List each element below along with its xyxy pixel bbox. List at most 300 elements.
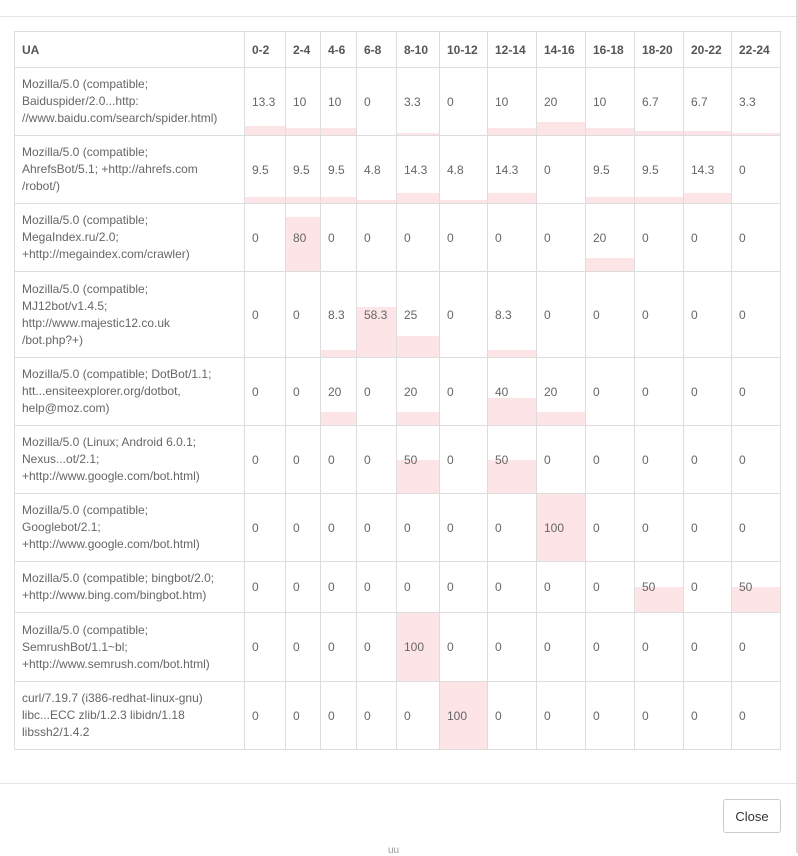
percentage-value: 6.7 — [691, 94, 708, 109]
table-row — [15, 272, 781, 358]
percentage-cell — [586, 272, 635, 358]
percentage-value: 0 — [642, 307, 649, 322]
percentage-value: 0 — [691, 230, 698, 245]
percentage-value: 0 — [593, 452, 600, 467]
percentage-value: 3.3 — [739, 94, 756, 109]
percentage-cell — [586, 136, 635, 204]
percentage-value: 13.3 — [252, 94, 276, 109]
percentage-value: 25 — [404, 307, 418, 322]
percentage-value: 0 — [495, 640, 502, 654]
user-agent-cell — [15, 136, 245, 204]
percentage-value: 0 — [293, 307, 300, 322]
user-agent-line: Nexus...ot/2.1; — [22, 452, 100, 466]
table-row — [15, 136, 781, 204]
percentage-cell — [488, 682, 537, 750]
percentage-cell — [732, 613, 781, 682]
percentage-cell — [684, 426, 732, 494]
percentage-value: 0 — [593, 307, 600, 322]
percentage-cell — [321, 358, 357, 426]
user-agent-line: +http://www.google.com/bot.html) — [22, 469, 200, 483]
column-header-hour-range: 8-10 — [397, 32, 440, 68]
percentage-value: 0 — [364, 708, 371, 723]
percentage-cell — [537, 136, 586, 204]
percentage-cell — [357, 358, 397, 426]
user-agent-line: Mozilla/5.0 (compatible; DotBot/1.1; — [22, 367, 212, 381]
percentage-cell — [357, 682, 397, 750]
percentage-value: 0 — [691, 640, 698, 654]
table-row — [15, 682, 781, 750]
percentage-value: 50 — [495, 452, 509, 467]
percentage-cell — [321, 272, 357, 358]
percentage-bar — [321, 197, 356, 203]
percentage-cell — [286, 272, 321, 358]
percentage-cell — [488, 613, 537, 682]
percentage-cell — [684, 204, 732, 272]
percentage-cell — [397, 272, 440, 358]
percentage-cell — [245, 562, 286, 613]
percentage-cell — [488, 136, 537, 204]
percentage-value: 0 — [328, 452, 335, 467]
column-header-hour-range: 6-8 — [357, 32, 397, 68]
percentage-bar — [488, 350, 536, 357]
percentage-bar — [245, 197, 285, 203]
percentage-cell — [321, 613, 357, 682]
percentage-cell — [635, 426, 684, 494]
user-agent-cell — [15, 682, 245, 750]
column-header-hour-range: 4-6 — [321, 32, 357, 68]
percentage-value: 0 — [364, 640, 371, 654]
percentage-cell — [684, 682, 732, 750]
percentage-value: 0 — [404, 230, 411, 245]
user-agent-line: Mozilla/5.0 (compatible; — [22, 77, 149, 91]
column-header-hour-range: 16-18 — [586, 32, 635, 68]
percentage-cell — [321, 426, 357, 494]
percentage-bar — [586, 258, 634, 271]
percentage-bar — [286, 128, 320, 135]
percentage-value: 0 — [447, 307, 454, 322]
percentage-value: 4.8 — [364, 162, 381, 177]
percentage-cell — [684, 272, 732, 358]
percentage-value: 20 — [544, 94, 558, 109]
percentage-value: 50 — [739, 580, 753, 594]
user-agent-line: Googlebot/2.1; — [22, 520, 101, 534]
percentage-value: 100 — [404, 640, 425, 654]
percentage-cell — [286, 613, 321, 682]
percentage-value: 0 — [739, 230, 746, 245]
percentage-cell — [357, 204, 397, 272]
percentage-value: 0 — [739, 520, 746, 535]
percentage-bar — [586, 197, 634, 203]
percentage-value: 0 — [642, 640, 649, 654]
percentage-cell — [357, 426, 397, 494]
percentage-cell — [732, 272, 781, 358]
table-row — [15, 68, 781, 136]
user-agent-line: +http://megaindex.com/crawler) — [22, 247, 190, 261]
percentage-bar — [537, 122, 585, 135]
percentage-value: 0 — [404, 580, 411, 594]
user-agent-cell — [15, 494, 245, 562]
percentage-cell — [321, 136, 357, 204]
user-agent-line: htt...ensiteexplorer.org/dotbot, — [22, 384, 181, 398]
user-agent-line: AhrefsBot/5.1; +http://ahrefs.com — [22, 162, 198, 176]
table-row — [15, 562, 781, 613]
percentage-value: 0 — [495, 708, 502, 723]
percentage-cell — [357, 562, 397, 613]
percentage-value: 0 — [642, 384, 649, 399]
percentage-value: 50 — [404, 452, 418, 467]
percentage-value: 0 — [252, 230, 259, 245]
table-row — [15, 613, 781, 682]
percentage-value: 0 — [593, 580, 600, 594]
percentage-cell — [586, 426, 635, 494]
user-agent-line: libc...ECC zlib/1.2.3 libidn/1.18 — [22, 708, 185, 722]
percentage-cell — [397, 68, 440, 136]
user-agent-line: Mozilla/5.0 (compatible; bingbot/2.0; — [22, 571, 215, 585]
percentage-cell — [286, 358, 321, 426]
user-agent-line: curl/7.19.7 (i386-redhat-linux-gnu) — [22, 691, 203, 705]
percentage-bar — [684, 193, 731, 203]
percentage-value: 0 — [447, 580, 454, 594]
percentage-bar — [635, 131, 683, 135]
percentage-cell — [245, 68, 286, 136]
percentage-cell — [245, 204, 286, 272]
percentage-value: 0 — [739, 162, 746, 177]
percentage-value: 9.5 — [328, 162, 345, 177]
percentage-cell — [732, 136, 781, 204]
percentage-value: 0 — [691, 307, 698, 322]
user-agent-line: Mozilla/5.0 (compatible; — [22, 622, 149, 637]
percentage-value: 0 — [404, 708, 411, 723]
percentage-cell — [321, 494, 357, 562]
percentage-cell — [245, 272, 286, 358]
percentage-cell — [357, 68, 397, 136]
percentage-cell — [684, 68, 732, 136]
percentage-value: 0 — [252, 307, 259, 322]
user-agent-line: /bot.php?+) — [22, 332, 84, 347]
percentage-cell — [440, 68, 488, 136]
user-agent-cell — [15, 272, 245, 358]
user-agent-line: help@moz.com) — [22, 401, 110, 415]
column-header-hour-range: 20-22 — [684, 32, 732, 68]
percentage-cell — [635, 682, 684, 750]
percentage-cell — [732, 426, 781, 494]
user-agent-line: //www.baidu.com/search/spider.html) — [22, 111, 218, 125]
percentage-value: 4.8 — [447, 162, 464, 177]
percentage-value: 0 — [364, 384, 371, 399]
percentage-cell — [635, 613, 684, 682]
percentage-value: 9.5 — [593, 162, 610, 177]
percentage-cell — [397, 136, 440, 204]
percentage-value: 0 — [293, 384, 300, 399]
percentage-value: 0 — [544, 640, 551, 654]
percentage-value: 0 — [691, 708, 698, 723]
percentage-value: 14.3 — [404, 162, 428, 177]
percentage-value: 0 — [252, 640, 259, 654]
percentage-value: 0 — [691, 452, 698, 467]
percentage-cell — [732, 562, 781, 613]
percentage-cell — [397, 682, 440, 750]
percentage-cell — [732, 358, 781, 426]
percentage-bar — [488, 193, 536, 203]
table-row — [15, 204, 781, 272]
percentage-value: 0 — [447, 452, 454, 467]
percentage-cell — [537, 613, 586, 682]
percentage-cell — [732, 494, 781, 562]
percentage-value: 0 — [739, 452, 746, 467]
table-header-row — [15, 32, 781, 68]
percentage-value: 0 — [642, 708, 649, 723]
percentage-cell — [440, 682, 488, 750]
percentage-value: 9.5 — [293, 162, 310, 177]
percentage-cell — [586, 358, 635, 426]
user-agent-line: Mozilla/5.0 (compatible; — [22, 281, 149, 296]
user-agent-line: MJ12bot/v1.4.5; — [22, 298, 108, 313]
percentage-cell — [684, 562, 732, 613]
percentage-value: 0 — [739, 307, 746, 322]
percentage-cell — [286, 494, 321, 562]
percentage-cell — [488, 494, 537, 562]
percentage-cell — [440, 613, 488, 682]
percentage-cell — [245, 426, 286, 494]
percentage-cell — [635, 562, 684, 613]
percentage-cell — [397, 358, 440, 426]
background-page-text: uu — [388, 845, 400, 856]
percentage-cell — [537, 358, 586, 426]
percentage-cell — [440, 272, 488, 358]
percentage-value: 0 — [544, 162, 551, 177]
percentage-cell — [684, 136, 732, 204]
percentage-value: 0 — [447, 640, 454, 654]
percentage-value: 0 — [739, 640, 746, 654]
percentage-value: 0 — [293, 640, 300, 654]
percentage-cell — [684, 494, 732, 562]
percentage-value: 10 — [328, 94, 342, 109]
percentage-cell — [586, 562, 635, 613]
percentage-cell — [537, 494, 586, 562]
percentage-value: 8.3 — [495, 307, 512, 322]
percentage-cell — [245, 136, 286, 204]
percentage-value: 0 — [593, 708, 600, 723]
percentage-cell — [440, 426, 488, 494]
percentage-value: 0 — [544, 307, 551, 322]
percentage-value: 0 — [447, 230, 454, 245]
percentage-cell — [684, 358, 732, 426]
percentage-value: 0 — [364, 580, 371, 594]
percentage-cell — [537, 272, 586, 358]
percentage-value: 50 — [642, 580, 656, 594]
percentage-cell — [397, 426, 440, 494]
percentage-cell — [732, 204, 781, 272]
percentage-bar — [397, 193, 439, 203]
table-row — [15, 358, 781, 426]
percentage-value: 0 — [495, 230, 502, 245]
percentage-value: 0 — [495, 580, 502, 594]
percentage-bar — [488, 398, 536, 425]
percentage-value: 0 — [593, 520, 600, 535]
percentage-bar — [397, 336, 439, 357]
percentage-value: 0 — [293, 452, 300, 467]
column-header-hour-range: 0-2 — [245, 32, 286, 68]
percentage-cell — [286, 562, 321, 613]
percentage-value: 0 — [642, 520, 649, 535]
percentage-bar — [321, 350, 356, 357]
percentage-cell — [537, 204, 586, 272]
percentage-value: 20 — [328, 384, 342, 399]
percentage-cell — [635, 272, 684, 358]
percentage-cell — [440, 562, 488, 613]
percentage-value: 3.3 — [404, 94, 421, 109]
percentage-cell — [488, 272, 537, 358]
percentage-value: 0 — [691, 580, 698, 594]
user-agent-line: Mozilla/5.0 (Linux; Android 6.0.1; — [22, 435, 197, 449]
table-row — [15, 426, 781, 494]
percentage-cell — [537, 68, 586, 136]
percentage-value: 0 — [642, 452, 649, 467]
column-header-ua: UA — [15, 32, 245, 68]
percentage-cell — [732, 682, 781, 750]
percentage-cell — [537, 682, 586, 750]
percentage-value: 0 — [252, 384, 259, 399]
user-agent-line: Mozilla/5.0 (compatible; — [22, 213, 149, 227]
percentage-cell — [586, 68, 635, 136]
percentage-value: 0 — [328, 230, 335, 245]
modal-top-border — [0, 16, 798, 17]
percentage-cell — [635, 494, 684, 562]
percentage-value: 0 — [593, 640, 600, 654]
percentage-value: 0 — [364, 520, 371, 535]
percentage-cell — [635, 136, 684, 204]
percentage-value: 0 — [544, 230, 551, 245]
percentage-cell — [245, 494, 286, 562]
user-agent-line: /robot/) — [22, 179, 61, 193]
percentage-cell — [537, 426, 586, 494]
column-header-hour-range: 12-14 — [488, 32, 537, 68]
percentage-bar — [321, 128, 356, 135]
percentage-value: 80 — [293, 230, 307, 245]
percentage-value: 20 — [593, 230, 607, 245]
percentage-value: 0 — [252, 580, 259, 594]
close-button[interactable]: Close — [723, 799, 781, 833]
percentage-cell — [397, 494, 440, 562]
percentage-value: 0 — [364, 230, 371, 245]
percentage-cell — [732, 68, 781, 136]
user-agent-cell — [15, 426, 245, 494]
percentage-value: 0 — [252, 708, 259, 723]
percentage-bar — [397, 412, 439, 425]
percentage-cell — [245, 682, 286, 750]
percentage-cell — [397, 562, 440, 613]
percentage-value: 0 — [293, 580, 300, 594]
percentage-cell — [586, 613, 635, 682]
user-agent-line: http://www.majestic12.co.uk — [22, 315, 171, 330]
percentage-value: 20 — [544, 384, 558, 399]
ua-distribution-table — [14, 31, 781, 750]
user-agent-line: +http://www.semrush.com/bot.html) — [22, 656, 210, 671]
percentage-bar — [635, 197, 683, 203]
percentage-value: 14.3 — [691, 162, 715, 177]
percentage-cell — [635, 358, 684, 426]
percentage-value: 0 — [293, 708, 300, 723]
percentage-cell — [357, 494, 397, 562]
percentage-value: 10 — [495, 94, 509, 109]
percentage-value: 0 — [739, 384, 746, 399]
percentage-cell — [286, 204, 321, 272]
column-header-hour-range: 18-20 — [635, 32, 684, 68]
percentage-bar — [537, 412, 585, 425]
percentage-value: 0 — [642, 230, 649, 245]
percentage-value: 9.5 — [642, 162, 659, 177]
percentage-value: 9.5 — [252, 162, 269, 177]
percentage-cell — [286, 426, 321, 494]
column-header-hour-range: 22-24 — [732, 32, 781, 68]
percentage-value: 0 — [364, 452, 371, 467]
user-agent-cell — [15, 68, 245, 136]
percentage-cell — [488, 426, 537, 494]
percentage-cell — [488, 358, 537, 426]
percentage-value: 14.3 — [495, 162, 519, 177]
user-agent-line: +http://www.bing.com/bingbot.htm) — [22, 588, 207, 602]
percentage-value: 0 — [404, 520, 411, 535]
percentage-value: 0 — [691, 384, 698, 399]
percentage-value: 0 — [328, 580, 335, 594]
percentage-cell — [440, 494, 488, 562]
percentage-value: 0 — [293, 520, 300, 535]
percentage-value: 0 — [495, 520, 502, 535]
percentage-cell — [488, 204, 537, 272]
percentage-value: 0 — [447, 94, 454, 109]
percentage-value: 10 — [293, 94, 307, 109]
percentage-value: 40 — [495, 384, 509, 399]
percentage-value: 0 — [447, 520, 454, 535]
percentage-value: 0 — [328, 520, 335, 535]
percentage-bar — [286, 197, 320, 203]
column-header-hour-range: 2-4 — [286, 32, 321, 68]
percentage-cell — [321, 204, 357, 272]
percentage-value: 0 — [544, 580, 551, 594]
percentage-cell — [684, 613, 732, 682]
percentage-cell — [286, 68, 321, 136]
percentage-bar — [321, 412, 356, 425]
percentage-value: 0 — [544, 452, 551, 467]
percentage-cell — [286, 136, 321, 204]
user-agent-line: Baiduspider/2.0...http: — [22, 94, 139, 108]
percentage-value: 0 — [364, 94, 371, 109]
percentage-cell — [488, 68, 537, 136]
user-agent-line: +http://www.google.com/bot.html) — [22, 537, 200, 551]
percentage-cell — [321, 562, 357, 613]
column-header-hour-range: 10-12 — [440, 32, 488, 68]
table-body — [15, 68, 781, 750]
percentage-value: 8.3 — [328, 307, 345, 322]
percentage-cell — [635, 68, 684, 136]
column-header-hour-range: 14-16 — [537, 32, 586, 68]
percentage-cell — [357, 613, 397, 682]
percentage-value: 0 — [691, 520, 698, 535]
modal-footer-divider — [0, 783, 796, 784]
percentage-value: 58.3 — [364, 307, 388, 322]
percentage-value: 6.7 — [642, 94, 659, 109]
user-agent-line: SemrushBot/1.1~bl; — [22, 639, 128, 654]
percentage-bar — [684, 131, 731, 135]
percentage-cell — [245, 613, 286, 682]
table-row — [15, 494, 781, 562]
percentage-bar — [488, 128, 536, 135]
percentage-value: 0 — [447, 384, 454, 399]
user-agent-line: libssh2/1.4.2 — [22, 725, 90, 739]
percentage-cell — [321, 682, 357, 750]
user-agent-cell — [15, 562, 245, 613]
percentage-cell — [397, 613, 440, 682]
